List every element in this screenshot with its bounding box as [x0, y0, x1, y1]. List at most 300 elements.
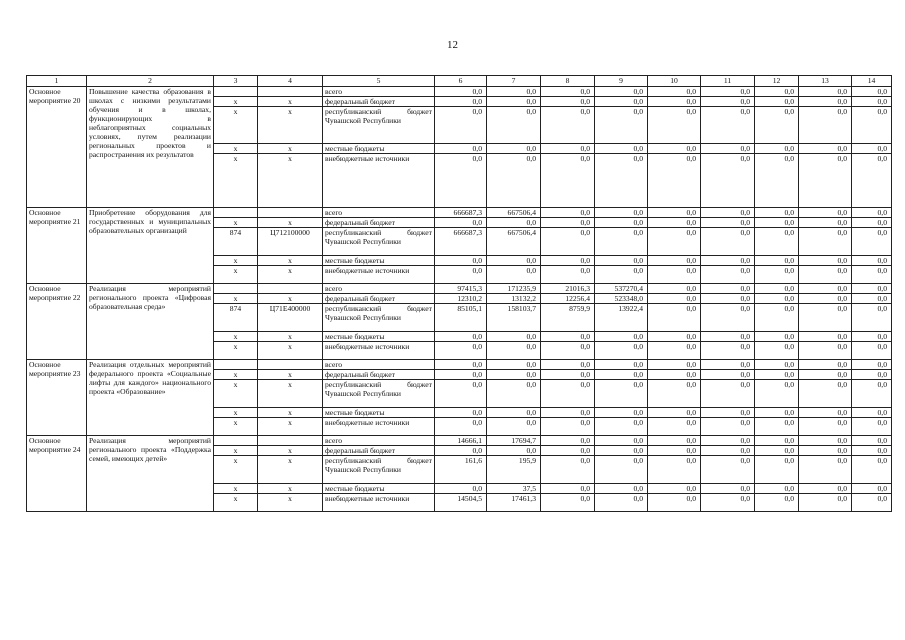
table-row: [27, 208, 892, 218]
amount-cell: 0,0: [852, 446, 892, 456]
amount-cell: 0,0: [755, 360, 799, 370]
amount-cell: 0,0: [701, 266, 755, 284]
column-header: 1: [27, 76, 87, 87]
amount-cell: 0,0: [648, 380, 701, 408]
column-header: 13: [799, 76, 852, 87]
amount-cell: 0,0: [755, 436, 799, 446]
amount-cell: 0,0: [487, 380, 541, 408]
amount-cell: 0,0: [648, 284, 701, 294]
amount-cell: 0,0: [755, 304, 799, 332]
amount-cell: 0,0: [799, 494, 852, 512]
funding-source-cell: внебюджетные источники: [323, 494, 435, 512]
amount-cell: 0,0: [852, 97, 892, 107]
amount-cell: 0,0: [487, 370, 541, 380]
amount-cell: 0,0: [648, 494, 701, 512]
amount-cell: 0,0: [755, 87, 799, 97]
target-article-cell: х: [258, 144, 323, 154]
amount-cell: 0,0: [755, 456, 799, 484]
amount-cell: 0,0: [541, 228, 595, 256]
amount-cell: 12256,4: [541, 294, 595, 304]
amount-cell: 0,0: [852, 144, 892, 154]
amount-cell: 0,0: [435, 342, 487, 360]
amount-cell: 171235,9: [487, 284, 541, 294]
amount-cell: 537270,4: [595, 284, 648, 294]
amount-cell: 85105,1: [435, 304, 487, 332]
funding-source-cell: всего: [323, 208, 435, 218]
amount-cell: 0,0: [435, 218, 487, 228]
target-article-cell: [258, 436, 323, 446]
amount-cell: 0,0: [595, 436, 648, 446]
amount-cell: 0,0: [435, 97, 487, 107]
amount-cell: 0,0: [595, 107, 648, 144]
amount-cell: 0,0: [541, 144, 595, 154]
amount-cell: 21016,3: [541, 284, 595, 294]
amount-cell: 0,0: [852, 332, 892, 342]
amount-cell: 0,0: [799, 484, 852, 494]
amount-cell: 0,0: [799, 294, 852, 304]
activity-id-cell: Основное мероприятие 24: [27, 436, 87, 512]
target-article-cell: х: [258, 456, 323, 484]
amount-cell: 0,0: [541, 408, 595, 418]
column-header: 4: [258, 76, 323, 87]
target-article-cell: Ц71Е400000: [258, 304, 323, 332]
amount-cell: 0,0: [648, 144, 701, 154]
amount-cell: 0,0: [799, 370, 852, 380]
amount-cell: 0,0: [541, 494, 595, 512]
amount-cell: 0,0: [435, 256, 487, 266]
admin-code-cell: х: [214, 484, 258, 494]
admin-code-cell: х: [214, 154, 258, 208]
amount-cell: 0,0: [852, 107, 892, 144]
amount-cell: 0,0: [595, 266, 648, 284]
amount-cell: 0,0: [648, 456, 701, 484]
amount-cell: 0,0: [595, 484, 648, 494]
funding-source-cell: республиканский бюджет Чувашской Республики: [323, 228, 435, 256]
admin-code-cell: х: [214, 370, 258, 380]
amount-cell: 0,0: [799, 256, 852, 266]
amount-cell: 0,0: [852, 208, 892, 218]
amount-cell: 0,0: [755, 208, 799, 218]
amount-cell: 0,0: [541, 380, 595, 408]
amount-cell: 0,0: [799, 418, 852, 436]
amount-cell: 0,0: [799, 332, 852, 342]
amount-cell: 0,0: [595, 144, 648, 154]
amount-cell: 0,0: [755, 370, 799, 380]
admin-code-cell: [214, 360, 258, 370]
amount-cell: 0,0: [852, 154, 892, 208]
funding-source-cell: всего: [323, 436, 435, 446]
amount-cell: 0,0: [852, 87, 892, 97]
funding-source-cell: республиканский бюджет Чувашской Республики: [323, 304, 435, 332]
amount-cell: 0,0: [648, 87, 701, 97]
amount-cell: 0,0: [755, 218, 799, 228]
amount-cell: 0,0: [755, 294, 799, 304]
amount-cell: 0,0: [701, 408, 755, 418]
amount-cell: 523348,0: [595, 294, 648, 304]
amount-cell: 0,0: [701, 97, 755, 107]
amount-cell: 0,0: [435, 380, 487, 408]
amount-cell: 0,0: [799, 154, 852, 208]
amount-cell: 0,0: [755, 107, 799, 144]
column-header: 2: [87, 76, 214, 87]
amount-cell: 8759,9: [541, 304, 595, 332]
amount-cell: 0,0: [541, 266, 595, 284]
amount-cell: 0,0: [701, 294, 755, 304]
amount-cell: 0,0: [852, 228, 892, 256]
amount-cell: 0,0: [541, 456, 595, 484]
amount-cell: 0,0: [648, 266, 701, 284]
amount-cell: 0,0: [648, 107, 701, 144]
admin-code-cell: х: [214, 218, 258, 228]
amount-cell: 0,0: [595, 418, 648, 436]
amount-cell: 0,0: [648, 256, 701, 266]
amount-cell: 0,0: [595, 208, 648, 218]
amount-cell: 0,0: [595, 228, 648, 256]
amount-cell: 0,0: [595, 332, 648, 342]
admin-code-cell: х: [214, 494, 258, 512]
amount-cell: 0,0: [487, 107, 541, 144]
amount-cell: 0,0: [648, 408, 701, 418]
admin-code-cell: х: [214, 144, 258, 154]
amount-cell: 0,0: [701, 87, 755, 97]
amount-cell: 0,0: [852, 342, 892, 360]
amount-cell: 0,0: [799, 408, 852, 418]
admin-code-cell: х: [214, 446, 258, 456]
funding-source-cell: федеральный бюджет: [323, 446, 435, 456]
amount-cell: 0,0: [701, 446, 755, 456]
amount-cell: 0,0: [799, 284, 852, 294]
amount-cell: 13922,4: [595, 304, 648, 332]
column-header: 9: [595, 76, 648, 87]
amount-cell: 0,0: [755, 484, 799, 494]
admin-code-cell: х: [214, 408, 258, 418]
amount-cell: 14666,1: [435, 436, 487, 446]
amount-cell: 0,0: [755, 256, 799, 266]
funding-source-cell: местные бюджеты: [323, 144, 435, 154]
funding-source-cell: местные бюджеты: [323, 484, 435, 494]
amount-cell: 0,0: [701, 304, 755, 332]
amount-cell: 161,6: [435, 456, 487, 484]
admin-code-cell: [214, 284, 258, 294]
amount-cell: 0,0: [541, 208, 595, 218]
amount-cell: 0,0: [541, 154, 595, 208]
target-article-cell: [258, 284, 323, 294]
amount-cell: 0,0: [595, 446, 648, 456]
amount-cell: 0,0: [595, 360, 648, 370]
amount-cell: 0,0: [435, 154, 487, 208]
amount-cell: 0,0: [648, 97, 701, 107]
amount-cell: 0,0: [487, 154, 541, 208]
target-article-cell: х: [258, 494, 323, 512]
funding-source-cell: республиканский бюджет Чувашской Республики: [323, 107, 435, 144]
admin-code-cell: х: [214, 256, 258, 266]
amount-cell: 666687,3: [435, 208, 487, 218]
target-article-cell: х: [258, 484, 323, 494]
column-header: 3: [214, 76, 258, 87]
funding-source-cell: местные бюджеты: [323, 332, 435, 342]
amount-cell: 17694,7: [487, 436, 541, 446]
table-row: [27, 360, 892, 370]
amount-cell: 13132,2: [487, 294, 541, 304]
funding-source-cell: внебюджетные источники: [323, 266, 435, 284]
amount-cell: 0,0: [595, 408, 648, 418]
amount-cell: 0,0: [487, 87, 541, 97]
amount-cell: 0,0: [541, 256, 595, 266]
column-header: 5: [323, 76, 435, 87]
amount-cell: 0,0: [487, 266, 541, 284]
amount-cell: 0,0: [852, 436, 892, 446]
amount-cell: 667506,4: [487, 208, 541, 218]
amount-cell: 0,0: [852, 266, 892, 284]
amount-cell: 0,0: [595, 218, 648, 228]
amount-cell: 0,0: [701, 436, 755, 446]
amount-cell: 0,0: [648, 436, 701, 446]
amount-cell: 0,0: [755, 408, 799, 418]
activity-id-cell: Основное мероприятие 22: [27, 284, 87, 360]
amount-cell: 0,0: [799, 446, 852, 456]
column-header: 14: [852, 76, 892, 87]
target-article-cell: х: [258, 97, 323, 107]
amount-cell: 0,0: [852, 284, 892, 294]
admin-code-cell: х: [214, 97, 258, 107]
activity-id-cell: Основное мероприятие 23: [27, 360, 87, 436]
admin-code-cell: х: [214, 456, 258, 484]
column-header: 6: [435, 76, 487, 87]
activity-title-cell: Приобретение оборудования для государственных и муниципальных образовательных организаций: [87, 208, 214, 284]
amount-cell: 0,0: [648, 228, 701, 256]
funding-source-cell: местные бюджеты: [323, 256, 435, 266]
admin-code-cell: х: [214, 266, 258, 284]
admin-code-cell: х: [214, 332, 258, 342]
funding-source-cell: федеральный бюджет: [323, 370, 435, 380]
amount-cell: 0,0: [648, 332, 701, 342]
amount-cell: 0,0: [755, 228, 799, 256]
target-article-cell: х: [258, 218, 323, 228]
amount-cell: 0,0: [648, 360, 701, 370]
amount-cell: 0,0: [487, 97, 541, 107]
amount-cell: 0,0: [755, 154, 799, 208]
column-header: 11: [701, 76, 755, 87]
amount-cell: 0,0: [435, 266, 487, 284]
amount-cell: 0,0: [541, 97, 595, 107]
amount-cell: 0,0: [755, 342, 799, 360]
amount-cell: 0,0: [852, 380, 892, 408]
amount-cell: 0,0: [648, 294, 701, 304]
amount-cell: 0,0: [648, 218, 701, 228]
amount-cell: 0,0: [852, 360, 892, 370]
amount-cell: 0,0: [595, 256, 648, 266]
amount-cell: 0,0: [541, 107, 595, 144]
amount-cell: 0,0: [799, 107, 852, 144]
amount-cell: 0,0: [852, 304, 892, 332]
amount-cell: 0,0: [755, 284, 799, 294]
admin-code-cell: х: [214, 107, 258, 144]
target-article-cell: х: [258, 266, 323, 284]
amount-cell: 0,0: [541, 418, 595, 436]
target-article-cell: х: [258, 380, 323, 408]
amount-cell: 0,0: [799, 228, 852, 256]
amount-cell: 0,0: [487, 342, 541, 360]
activity-title-cell: Реализация отдельных мероприятий федерального проекта «Социальные лифты для каждого» национального проекта «Образование»: [87, 360, 214, 436]
amount-cell: 0,0: [799, 87, 852, 97]
amount-cell: 666687,3: [435, 228, 487, 256]
amount-cell: 0,0: [648, 304, 701, 332]
amount-cell: 0,0: [648, 154, 701, 208]
amount-cell: 0,0: [799, 208, 852, 218]
amount-cell: 0,0: [595, 97, 648, 107]
admin-code-cell: [214, 436, 258, 446]
target-article-cell: х: [258, 418, 323, 436]
amount-cell: 0,0: [435, 332, 487, 342]
funding-source-cell: федеральный бюджет: [323, 218, 435, 228]
funding-source-cell: всего: [323, 284, 435, 294]
amount-cell: 0,0: [435, 446, 487, 456]
amount-cell: 0,0: [648, 418, 701, 436]
amount-cell: 0,0: [701, 144, 755, 154]
amount-cell: 0,0: [541, 370, 595, 380]
amount-cell: 0,0: [487, 256, 541, 266]
header-row: [27, 76, 892, 87]
amount-cell: 0,0: [435, 87, 487, 97]
table-row: [27, 436, 892, 446]
amount-cell: 0,0: [755, 266, 799, 284]
amount-cell: 0,0: [435, 408, 487, 418]
amount-cell: 14504,5: [435, 494, 487, 512]
amount-cell: 0,0: [701, 228, 755, 256]
amount-cell: 0,0: [755, 446, 799, 456]
amount-cell: 12310,2: [435, 294, 487, 304]
amount-cell: 195,9: [487, 456, 541, 484]
amount-cell: 0,0: [799, 144, 852, 154]
funding-source-cell: внебюджетные источники: [323, 418, 435, 436]
amount-cell: 0,0: [435, 370, 487, 380]
amount-cell: 0,0: [435, 418, 487, 436]
amount-cell: 0,0: [701, 456, 755, 484]
funding-source-cell: внебюджетные источники: [323, 342, 435, 360]
amount-cell: 0,0: [755, 144, 799, 154]
admin-code-cell: 874: [214, 228, 258, 256]
table-row: [27, 87, 892, 97]
amount-cell: 0,0: [852, 494, 892, 512]
amount-cell: 0,0: [852, 456, 892, 484]
amount-cell: 0,0: [595, 456, 648, 484]
activity-id-cell: Основное мероприятие 21: [27, 208, 87, 284]
amount-cell: 0,0: [852, 218, 892, 228]
amount-cell: 0,0: [701, 418, 755, 436]
activity-title-cell: Реализация мероприятий регионального проекта «Цифровая образовательная среда»: [87, 284, 214, 360]
target-article-cell: Ц712100000: [258, 228, 323, 256]
amount-cell: 17461,3: [487, 494, 541, 512]
amount-cell: 0,0: [799, 436, 852, 446]
amount-cell: 0,0: [648, 446, 701, 456]
amount-cell: 0,0: [755, 494, 799, 512]
amount-cell: 0,0: [541, 446, 595, 456]
amount-cell: 0,0: [755, 332, 799, 342]
funding-source-cell: федеральный бюджет: [323, 97, 435, 107]
amount-cell: 0,0: [701, 208, 755, 218]
target-article-cell: х: [258, 332, 323, 342]
activity-title-cell: Повышение качества образования в школах с низкими результатами обучения и в школах, функционирующих в неблагоприятных социальных условиях, путем реализации региональных проектов и распространения их результатов: [87, 87, 214, 208]
amount-cell: 0,0: [755, 380, 799, 408]
budget-table: [26, 75, 892, 512]
amount-cell: 0,0: [852, 418, 892, 436]
column-header: 8: [541, 76, 595, 87]
amount-cell: 0,0: [435, 360, 487, 370]
target-article-cell: х: [258, 294, 323, 304]
column-header: 12: [755, 76, 799, 87]
amount-cell: 0,0: [435, 144, 487, 154]
amount-cell: 0,0: [799, 456, 852, 484]
target-article-cell: х: [258, 370, 323, 380]
amount-cell: 37,5: [487, 484, 541, 494]
funding-source-cell: всего: [323, 87, 435, 97]
amount-cell: 0,0: [541, 360, 595, 370]
amount-cell: 0,0: [487, 218, 541, 228]
amount-cell: 667506,4: [487, 228, 541, 256]
funding-source-cell: местные бюджеты: [323, 408, 435, 418]
column-header: 7: [487, 76, 541, 87]
page-number: 12: [447, 39, 458, 51]
target-article-cell: х: [258, 256, 323, 266]
amount-cell: 0,0: [541, 484, 595, 494]
amount-cell: 0,0: [701, 256, 755, 266]
admin-code-cell: 874: [214, 304, 258, 332]
amount-cell: 0,0: [701, 370, 755, 380]
amount-cell: 0,0: [541, 342, 595, 360]
amount-cell: 0,0: [487, 144, 541, 154]
amount-cell: 0,0: [852, 256, 892, 266]
target-article-cell: [258, 208, 323, 218]
amount-cell: 0,0: [755, 97, 799, 107]
admin-code-cell: х: [214, 294, 258, 304]
target-article-cell: х: [258, 408, 323, 418]
funding-source-cell: республиканский бюджет Чувашской Республики: [323, 380, 435, 408]
table-body: [27, 76, 892, 512]
target-article-cell: х: [258, 446, 323, 456]
amount-cell: 0,0: [701, 284, 755, 294]
amount-cell: 0,0: [487, 418, 541, 436]
target-article-cell: [258, 360, 323, 370]
funding-source-cell: федеральный бюджет: [323, 294, 435, 304]
amount-cell: 0,0: [701, 484, 755, 494]
amount-cell: 0,0: [595, 87, 648, 97]
admin-code-cell: [214, 87, 258, 97]
amount-cell: 0,0: [701, 332, 755, 342]
target-article-cell: х: [258, 342, 323, 360]
amount-cell: 97415,3: [435, 284, 487, 294]
amount-cell: 0,0: [487, 446, 541, 456]
funding-source-cell: республиканский бюджет Чувашской Республики: [323, 456, 435, 484]
amount-cell: 0,0: [541, 436, 595, 446]
amount-cell: 0,0: [701, 360, 755, 370]
funding-source-cell: всего: [323, 360, 435, 370]
amount-cell: 158103,7: [487, 304, 541, 332]
admin-code-cell: [214, 208, 258, 218]
funding-source-cell: внебюджетные источники: [323, 154, 435, 208]
amount-cell: 0,0: [435, 107, 487, 144]
amount-cell: 0,0: [799, 380, 852, 408]
column-header: 10: [648, 76, 701, 87]
amount-cell: 0,0: [701, 380, 755, 408]
amount-cell: 0,0: [799, 360, 852, 370]
amount-cell: 0,0: [595, 154, 648, 208]
target-article-cell: х: [258, 154, 323, 208]
amount-cell: 0,0: [595, 342, 648, 360]
amount-cell: 0,0: [595, 370, 648, 380]
amount-cell: 0,0: [487, 360, 541, 370]
amount-cell: 0,0: [852, 294, 892, 304]
amount-cell: 0,0: [648, 370, 701, 380]
